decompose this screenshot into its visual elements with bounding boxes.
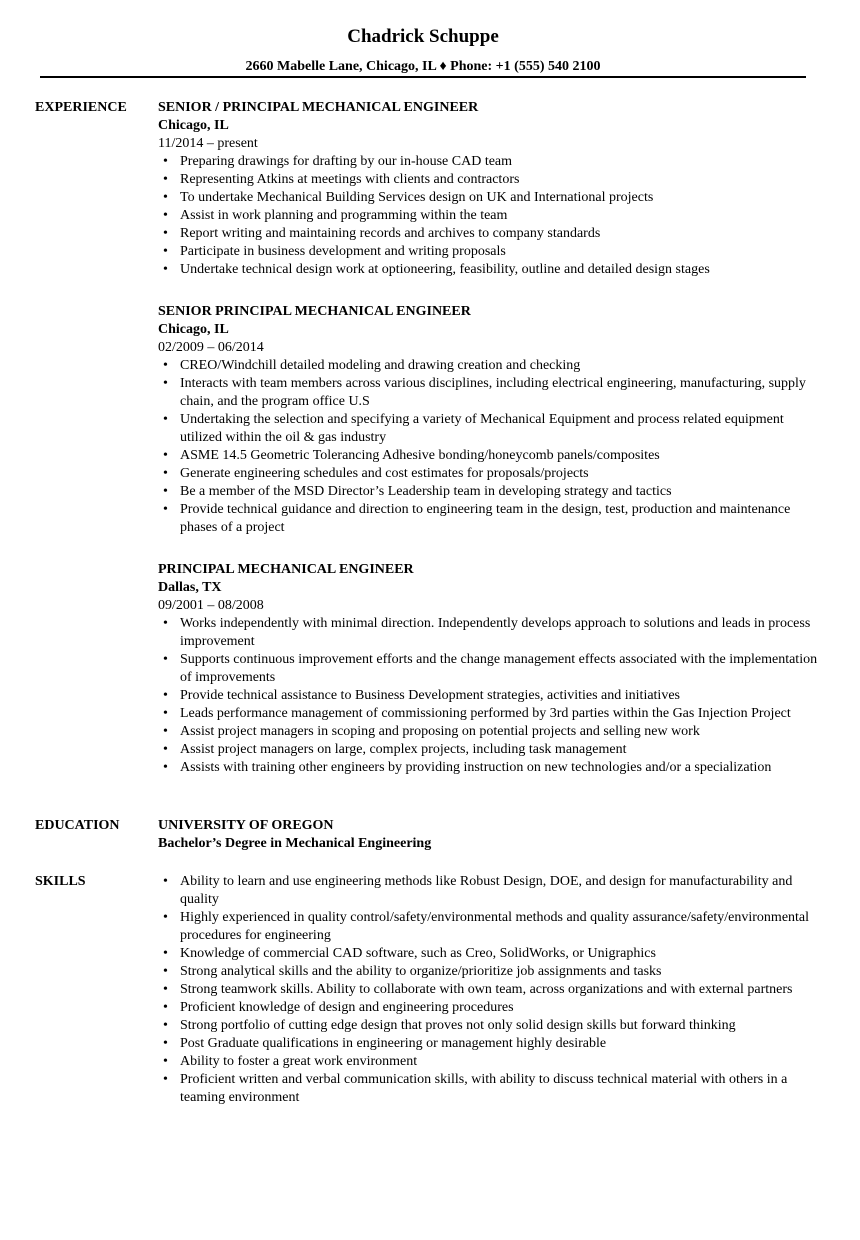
skills-list bbox=[158, 873, 818, 1107]
skills-body bbox=[158, 873, 818, 1107]
job-title: PRINCIPAL MECHANICAL ENGINEER bbox=[158, 562, 414, 577]
resume-header bbox=[40, 26, 806, 76]
skill-item: • Post Graduate qualifications in engineering or management highly desirable bbox=[158, 1035, 818, 1053]
skill-item: • Proficient written and verbal communication skills, with ability to discuss technical material with others in a teaming environment bbox=[158, 1071, 818, 1107]
bullet-item: • Assist project managers on large, complex projects, including task management bbox=[158, 741, 818, 759]
job-entry bbox=[158, 561, 818, 777]
job-bullets bbox=[158, 357, 818, 537]
bullet-item: • CREO/Windchill detailed modeling and drawing creation and checking bbox=[158, 357, 818, 375]
skill-item: • Strong teamwork skills. Ability to collaborate with own team, across organizations and with external partners bbox=[158, 981, 818, 999]
bullet-item: • Assist project managers in scoping and proposing on potential projects and selling new work bbox=[158, 723, 818, 741]
bullet-item: • Undertaking the selection and specifying a variety of Mechanical Equipment and process related equipment utilized within the oil & gas industry bbox=[158, 411, 818, 447]
job-bullets bbox=[158, 153, 818, 279]
bullet-item: • Provide technical guidance and direction to engineering team in the design, test, production and maintenance phases of a project bbox=[158, 501, 818, 537]
bullet-item: • Works independently with minimal direction. Independently develops approach to solutions and leads in process improvement bbox=[158, 615, 818, 651]
skill-item: • Proficient knowledge of design and engineering procedures bbox=[158, 999, 818, 1017]
section-label-education: EDUCATION bbox=[35, 818, 120, 833]
bullet-item: • Assists with training other engineers by providing instruction on new technologies and/or a specialization bbox=[158, 759, 818, 777]
job-location: Chicago, IL bbox=[158, 118, 229, 133]
job-bullets bbox=[158, 615, 818, 777]
job-location: Dallas, TX bbox=[158, 580, 222, 595]
skill-item: • Ability to foster a great work environment bbox=[158, 1053, 818, 1071]
bullet-item: • Be a member of the MSD Director’s Leadership team in developing strategy and tactics bbox=[158, 483, 818, 501]
section-label-experience: EXPERIENCE bbox=[35, 100, 127, 115]
bullet-item: • Report writing and maintaining records and archives to company standards bbox=[158, 225, 818, 243]
bullet-item: • Assist in work planning and programming within the team bbox=[158, 207, 818, 225]
bullet-item: • Participate in business development and writing proposals bbox=[158, 243, 818, 261]
candidate-name: Chadrick Schuppe bbox=[347, 26, 499, 47]
bullet-item: • Generate engineering schedules and cost estimates for proposals/projects bbox=[158, 465, 818, 483]
job-title: SENIOR PRINCIPAL MECHANICAL ENGINEER bbox=[158, 304, 471, 319]
contact-line: 2660 Mabelle Lane, Chicago, IL ♦ Phone: +1 (555) 540 2100 bbox=[245, 59, 601, 74]
bullet-item: • Leads performance management of commissioning performed by 3rd parties within the Gas Injection Project bbox=[158, 705, 818, 723]
bullet-item: • Representing Atkins at meetings with clients and contractors bbox=[158, 171, 818, 189]
section-label-skills: SKILLS bbox=[35, 874, 86, 889]
skill-item: • Highly experienced in quality control/safety/environmental methods and quality assurance/safety/environmental procedures for engineering bbox=[158, 909, 818, 945]
education-school: UNIVERSITY OF OREGON bbox=[158, 818, 334, 833]
bullet-item: • Supports continuous improvement efforts and the change management effects associated with the implementation of improvements bbox=[158, 651, 818, 687]
job-entry bbox=[158, 99, 818, 279]
job-title: SENIOR / PRINCIPAL MECHANICAL ENGINEER bbox=[158, 100, 479, 115]
bullet-item: • Preparing drawings for drafting by our in-house CAD team bbox=[158, 153, 818, 171]
skill-item: • Strong portfolio of cutting edge design that proves not only solid design skills but forward thinking bbox=[158, 1017, 818, 1035]
education-body bbox=[158, 817, 818, 853]
skill-item: • Ability to learn and use engineering methods like Robust Design, DOE, and design for manufacturability and quality bbox=[158, 873, 818, 909]
education-degree: Bachelor’s Degree in Mechanical Engineering bbox=[158, 836, 432, 851]
bullet-item: • ASME 14.5 Geometric Tolerancing Adhesive bonding/honeycomb panels/composites bbox=[158, 447, 818, 465]
job-location: Chicago, IL bbox=[158, 322, 229, 337]
job-dates: 02/2009 – 06/2014 bbox=[158, 340, 264, 355]
skill-item: • Knowledge of commercial CAD software, such as Creo, SolidWorks, or Unigraphics bbox=[158, 945, 818, 963]
job-dates: 11/2014 – present bbox=[158, 136, 258, 151]
header-divider bbox=[40, 76, 806, 78]
skill-item: • Strong analytical skills and the ability to organize/prioritize job assignments and tasks bbox=[158, 963, 818, 981]
experience-body bbox=[158, 99, 818, 801]
job-entry bbox=[158, 303, 818, 537]
bullet-item: • Undertake technical design work at optioneering, feasibility, outline and detailed design stages bbox=[158, 261, 818, 279]
job-dates: 09/2001 – 08/2008 bbox=[158, 598, 264, 613]
bullet-item: • Interacts with team members across various disciplines, including electrical engineering, manufacturing, supply chain, and the program office U.S bbox=[158, 375, 818, 411]
bullet-item: • Provide technical assistance to Business Development strategies, activities and initiatives bbox=[158, 687, 818, 705]
bullet-item: • To undertake Mechanical Building Services design on UK and International projects bbox=[158, 189, 818, 207]
